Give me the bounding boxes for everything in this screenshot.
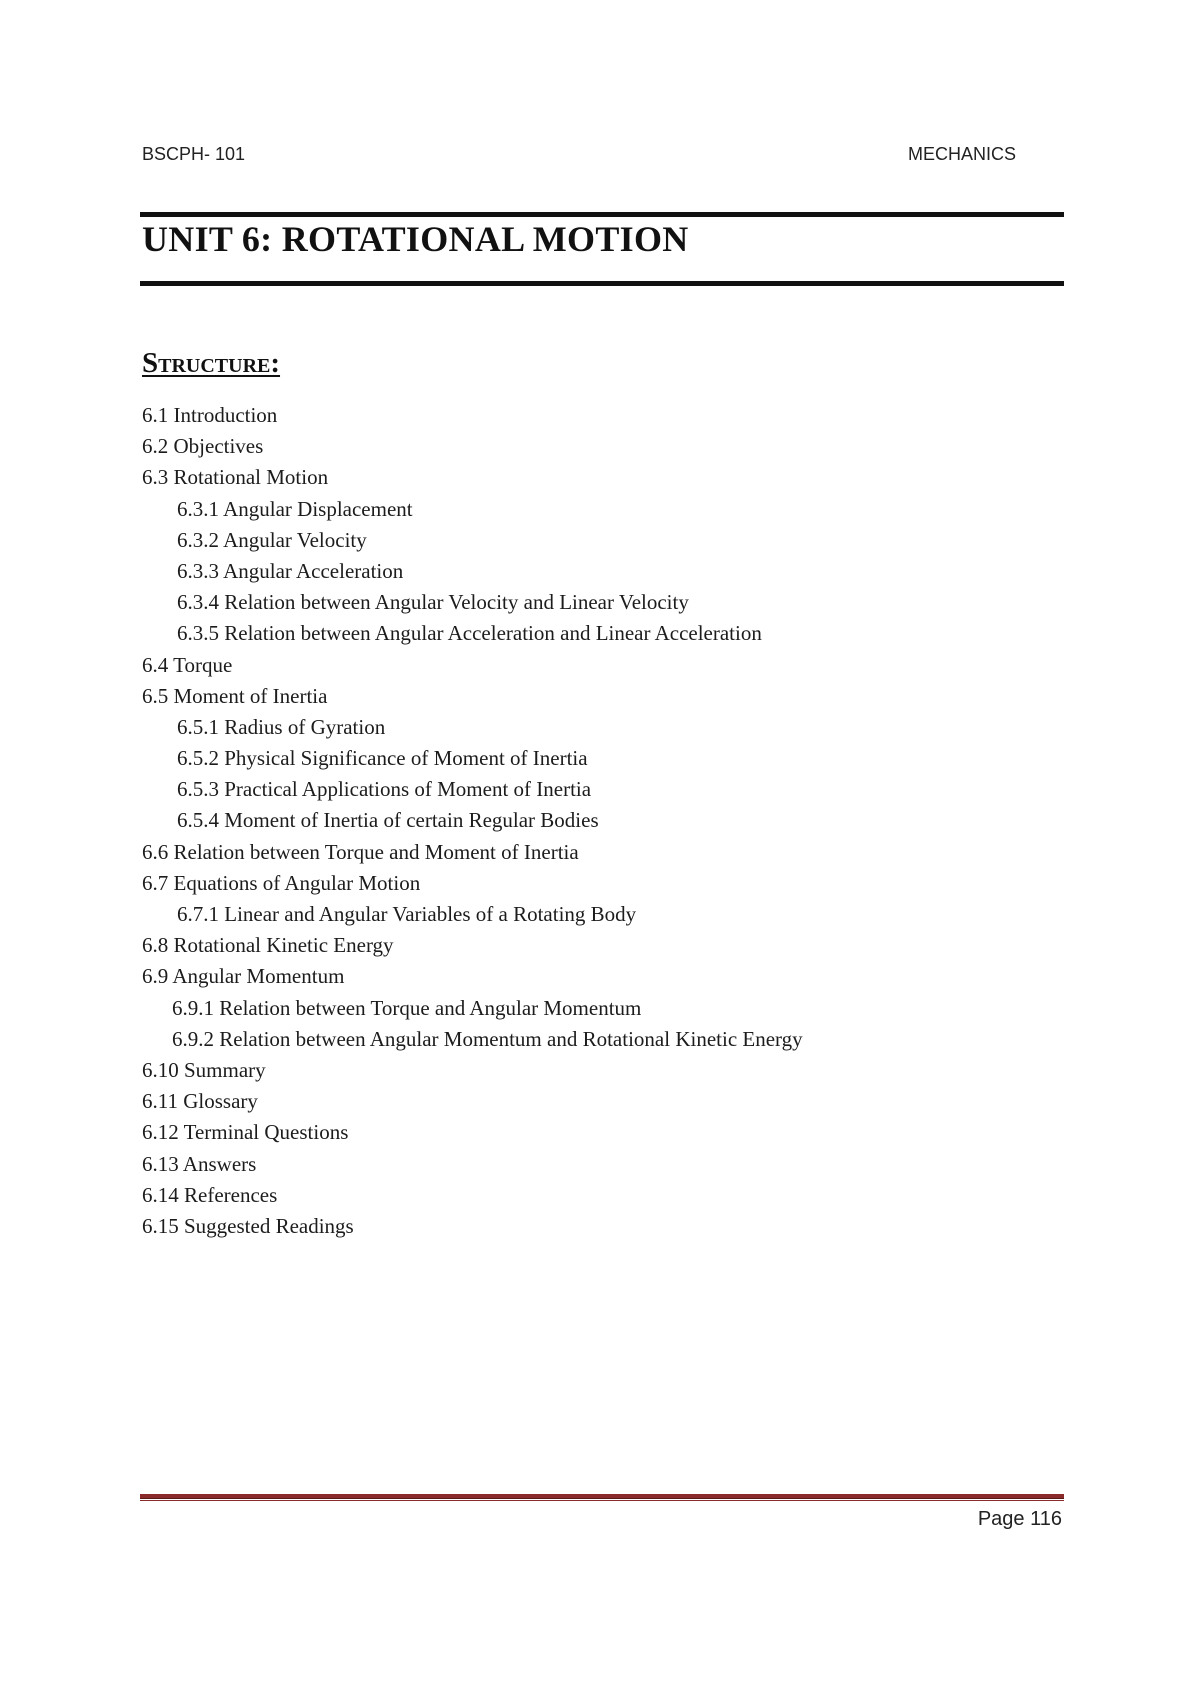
toc-entry: 6.5 Moment of Inertia xyxy=(142,683,328,708)
subject-name: MECHANICS xyxy=(907,144,1016,164)
toc-entry: 6.6 Relation between Torque and Moment of Inertia xyxy=(142,839,579,864)
toc-entry: 6.13 Answers xyxy=(142,1151,257,1176)
toc-entry: 6.8 Rotational Kinetic Energy xyxy=(142,933,394,958)
footer-rule-thin xyxy=(140,1500,1064,1501)
toc-entry: 6.3.2 Angular Velocity xyxy=(177,527,367,552)
footer-rule xyxy=(140,1494,1064,1499)
toc-entry: 6.3.4 Relation between Angular Velocity and Linear Velocity xyxy=(177,590,689,615)
toc-entry: 6.5.4 Moment of Inertia of certain Regular Bodies xyxy=(177,808,599,833)
toc-entry: 6.3 Rotational Motion xyxy=(142,465,329,490)
unit-title: UNIT 6: ROTATIONAL MOTION xyxy=(142,219,689,259)
toc-entry: 6.7 Equations of Angular Motion xyxy=(142,870,421,895)
toc-entry: 6.9.2 Relation between Angular Momentum and Rotational Kinetic Energy xyxy=(172,1026,803,1051)
page-number: Page 116 xyxy=(977,1508,1062,1530)
toc-entry: 6.2 Objectives xyxy=(142,434,264,459)
toc-entry: 6.9.1 Relation between Torque and Angular Momentum xyxy=(172,995,642,1020)
toc-entry: 6.12 Terminal Questions xyxy=(142,1120,349,1145)
toc-entry: 6.3.1 Angular Displacement xyxy=(177,496,413,521)
structure-heading: Structure: xyxy=(142,347,281,379)
toc-entry: 6.7.1 Linear and Angular Variables of a Rotating Body xyxy=(177,902,637,926)
title-rule-top xyxy=(140,212,1064,217)
toc-entry: 6.3.5 Relation between Angular Acceleration and Linear Acceleration xyxy=(177,621,762,646)
toc-entry: 6.5.1 Radius of Gyration xyxy=(177,714,386,739)
toc-entry: 6.5.3 Practical Applications of Moment of Inertia xyxy=(177,777,592,802)
toc-entry: 6.15 Suggested Readings xyxy=(142,1213,354,1238)
table-of-contents xyxy=(142,400,803,1242)
toc-entry: 6.14 References xyxy=(142,1182,278,1207)
title-rule-bottom xyxy=(140,281,1064,286)
course-code: BSCPH- 101 xyxy=(142,144,246,164)
toc-entry: 6.3.3 Angular Acceleration xyxy=(177,558,404,583)
toc-entry: 6.11 Glossary xyxy=(142,1089,258,1114)
toc-entry: 6.10 Summary xyxy=(142,1057,266,1082)
toc-entry: 6.1 Introduction xyxy=(142,403,278,427)
toc-entry: 6.9 Angular Momentum xyxy=(142,964,345,989)
toc-entry: 6.4 Torque xyxy=(142,652,233,677)
toc-entry: 6.5.2 Physical Significance of Moment of Inertia xyxy=(177,746,588,771)
